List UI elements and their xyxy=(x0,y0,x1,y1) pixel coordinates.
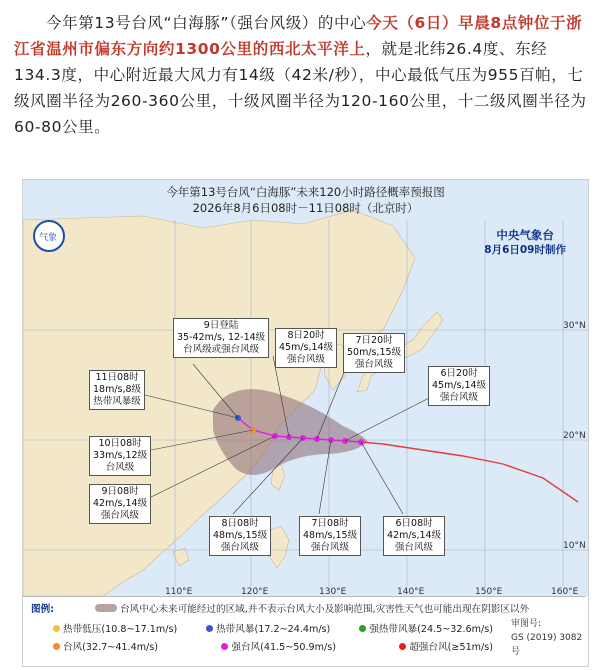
lat-tick-20: 20°N xyxy=(563,431,586,441)
legend-head: 图例: xyxy=(31,604,55,615)
agency-block xyxy=(484,228,566,258)
agency-time: 8月6日09时制作 xyxy=(484,244,566,256)
magenta-dot-icon xyxy=(221,643,228,650)
article-suffix: ，就是北纬26.4度、东经134.3度，中心附近最大风力有14级（42米/秒），中心最低气压为955百帕，七级风圈半径为260-360公里，十级风圈半径为120-160公里，十二级风圈半径为60-80公里。 xyxy=(14,40,587,136)
map-title-line2: 2026年8月6日08时－11日08时（北京时） xyxy=(192,201,419,215)
label-6d20: 6日20时 45m/s,14级 强台风级 xyxy=(428,366,490,406)
cma-logo-icon xyxy=(34,221,64,251)
lon-tick-130: 130°E xyxy=(319,587,347,596)
label-10d08: 10日08时 33m/s,12级 台风级 xyxy=(89,436,151,476)
orange-dot-icon xyxy=(53,643,60,650)
label-9d-landfall: 9日登陆 35-42m/s, 12-14级 台风级或强台风级 xyxy=(173,318,269,358)
article-highlight: 今天（6日）早晨8点钟位于浙江省温州市偏东方向约1300公里的西北太平洋上 xyxy=(14,14,583,58)
lon-tick-160: 160°E xyxy=(551,587,579,596)
map-title-line1: 今年第13号台风“白海豚”未来120小时路径概率预报图 xyxy=(166,185,445,199)
red-dot-icon xyxy=(399,643,406,650)
lat-tick-30: 30°N xyxy=(563,321,586,331)
svg-text:气象: 气象 xyxy=(39,233,58,243)
label-7d08: 7日08时 48m/s,15级 强台风级 xyxy=(299,516,361,556)
map-legend xyxy=(23,596,586,665)
yellow-dot-icon xyxy=(53,625,60,632)
blue-dot-icon xyxy=(206,625,213,632)
agency-name: 中央气象台 xyxy=(496,228,554,242)
green-dot-icon xyxy=(359,625,366,632)
approval-number: 审图号: GS (2019) 3082号 xyxy=(511,619,583,657)
legend-item-ty: 台风(32.7~41.4m/s) xyxy=(53,639,158,653)
label-9d08: 9日08时 42m/s,14级 强台风级 xyxy=(89,484,151,524)
lon-tick-110: 110°E xyxy=(165,587,193,596)
legend-item-sts: 强热带风暴(24.5~32.6m/s) xyxy=(359,621,493,635)
legend-row1 xyxy=(53,621,493,635)
typhoon-forecast-map xyxy=(22,179,589,667)
lon-tick-150: 150°E xyxy=(475,587,503,596)
article-paragraph xyxy=(14,10,588,140)
legend-item-sty: 强台风(41.5~50.9m/s) xyxy=(221,639,336,653)
probability-swatch-icon xyxy=(95,604,117,612)
legend-item-superty: 超强台风(≥51m/s) xyxy=(399,639,493,653)
lon-tick-140: 140°E xyxy=(397,587,425,596)
label-6d08: 6日08时 42m/s,14级 强台风级 xyxy=(383,516,445,556)
legend-item-td: 热带低压(10.8~17.1m/s) xyxy=(53,621,177,635)
article-prefix: 今年第13号台风“白海豚”（强台风级）的中心 xyxy=(46,14,367,32)
legend-item-ts: 热带风暴(17.2~24.4m/s) xyxy=(206,621,330,635)
label-11d08: 11日08时 18m/s,8级 热带风暴级 xyxy=(89,370,145,410)
label-8d20: 8日20时 45m/s,14级 强台风级 xyxy=(275,328,337,368)
legend-note: 台风中心未来可能经过的区域,并不表示台风大小及影响范围,灾害性天气也可能出现在阴影区以外 xyxy=(95,601,529,615)
lon-tick-120: 120°E xyxy=(241,587,269,596)
label-7d20: 7日20时 50m/s,15级 强台风级 xyxy=(343,333,405,373)
label-8d08: 8日08时 48m/s,15级 强台风级 xyxy=(209,516,271,556)
lat-tick-10: 10°N xyxy=(563,541,586,551)
legend-row2 xyxy=(53,639,493,653)
map-title xyxy=(23,184,588,216)
